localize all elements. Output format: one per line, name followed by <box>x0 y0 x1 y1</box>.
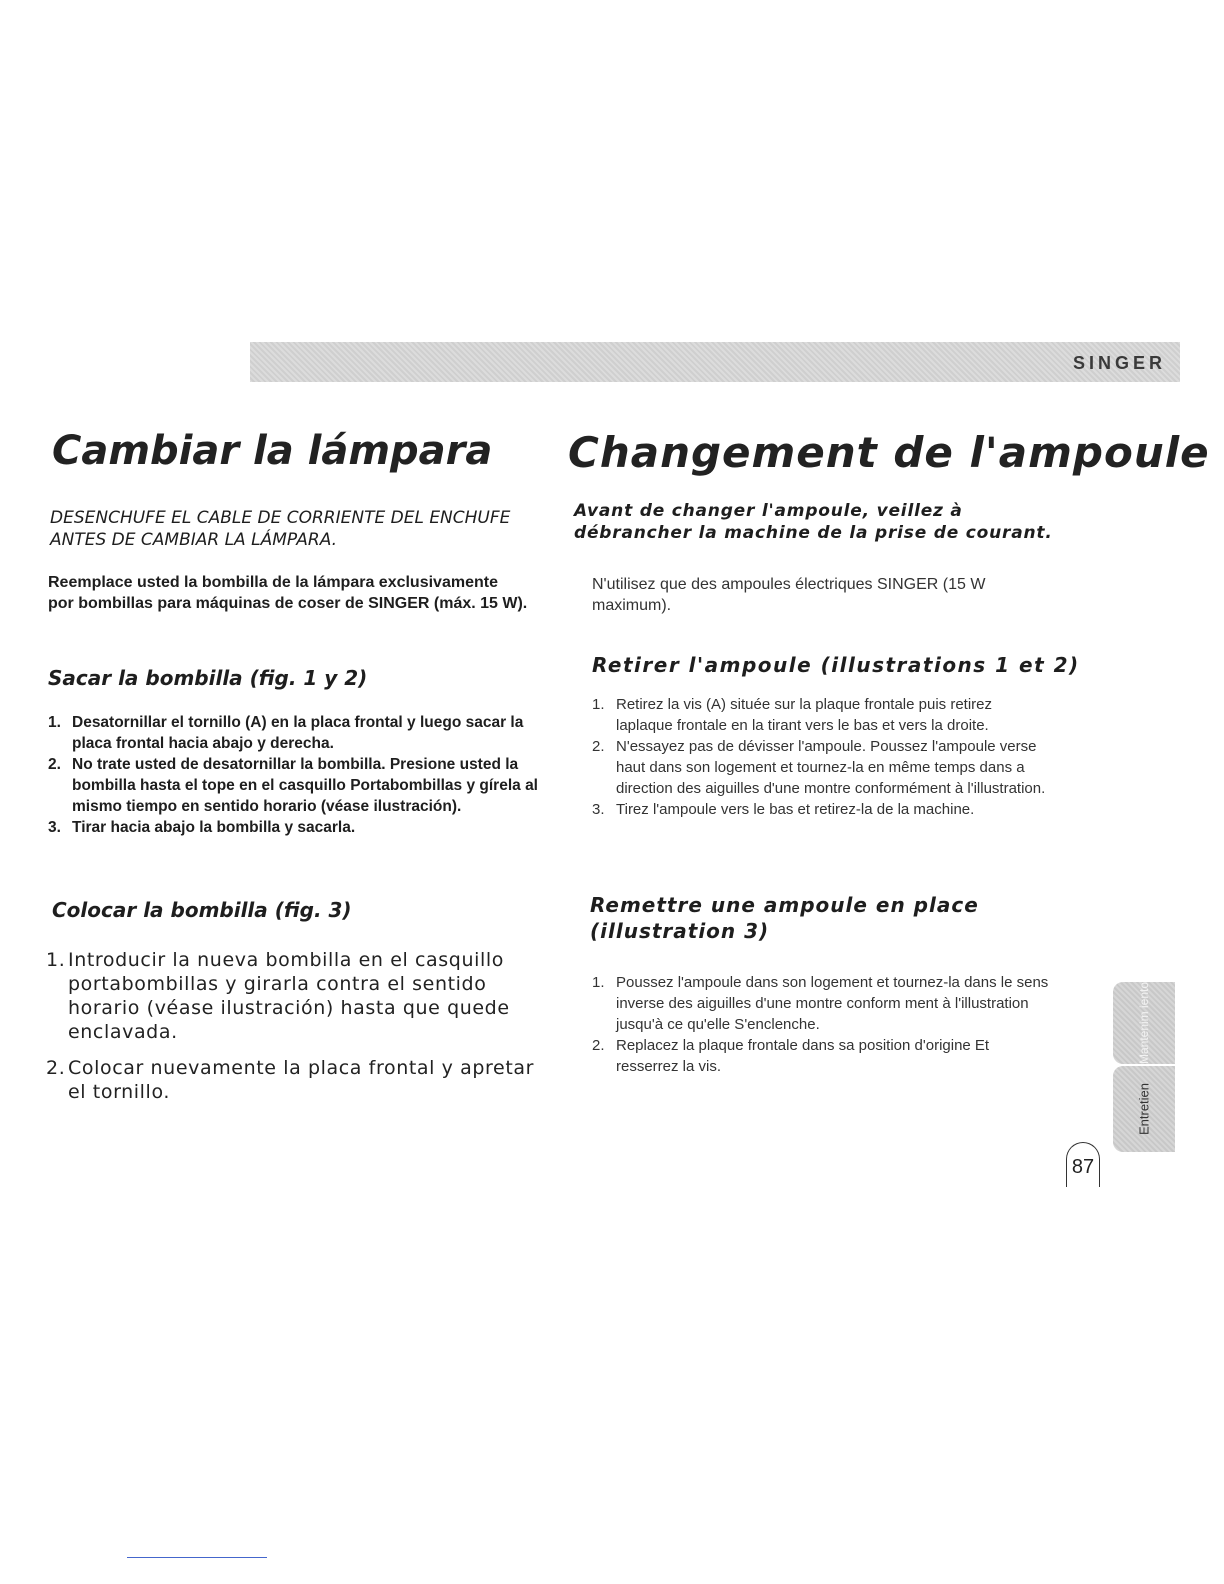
side-tab-label: Mantenim iento <box>1137 981 1151 1065</box>
list-item <box>592 694 1052 736</box>
step-number: 1. <box>48 714 61 731</box>
install-steps-es <box>46 948 556 1116</box>
remove-heading-es: Sacar la bombilla (fig. 1 y 2) <box>48 666 368 690</box>
list-item <box>592 736 1052 799</box>
list-item <box>592 1035 1052 1077</box>
page-title-es: Cambiar la lámpara <box>52 428 493 474</box>
page-title-fr: Changement de l'ampoule <box>568 428 1210 477</box>
warning-es: DESENCHUFE EL CABLE DE CORRIENTE DEL ENCHUFE ANTES DE CAMBIAR LA LÁMPARA. <box>50 508 511 550</box>
step-text: Tirez l'ampoule vers le bas et retirez-la de la machine. <box>616 801 975 818</box>
list-item <box>48 712 538 754</box>
side-tab-maintenance <box>1113 982 1175 1064</box>
list-item <box>46 948 556 1044</box>
step-number: 3. <box>48 819 61 836</box>
step-number: 1. <box>592 696 605 713</box>
list-item <box>48 754 538 817</box>
step-text: Replacez la plaque frontale dans sa position d'origine Et resserrez la vis. <box>616 1037 990 1075</box>
step-text: Poussez l'ampoule dans son logement et tournez-la dans le sens inverse des aiguilles d'une montre conform ment à l'illustration jusqu'à ce qu'elle S'enclenche. <box>616 974 1049 1033</box>
step-text: No trate usted de desatornillar la bombilla. Presione usted la bombilla hasta el tope en el casquillo Portabombillas y gírela al mismo tiempo en sentido horario (véase ilustración). <box>72 756 538 815</box>
divider <box>127 1557 267 1558</box>
side-tab-label: Entretien <box>1136 1082 1152 1136</box>
install-heading-fr: Remettre une ampoule en place (illustration 3) <box>590 893 979 943</box>
step-number: 2. <box>48 756 61 773</box>
page-number: 87 <box>1066 1142 1100 1187</box>
brand-logo: SINGER <box>1072 353 1166 373</box>
remove-steps-es <box>48 712 538 838</box>
remove-steps-fr <box>592 694 1052 820</box>
list-item <box>48 817 538 838</box>
remove-heading-fr: Retirer l'ampoule (illustrations 1 et 2) <box>592 653 1080 677</box>
intro-fr: N'utilisez que des ampoules électriques SINGER (15 W maximum). <box>592 576 986 614</box>
install-steps-fr <box>592 972 1052 1077</box>
step-text: Desatornillar el tornillo (A) en la placa frontal y luego sacar la placa frontal hacia abajo y derecha. <box>72 714 524 752</box>
intro-es: Reemplace usted la bombilla de la lámpara exclusivamente por bombillas para máquinas de coser de SINGER (máx. 15 W). <box>48 574 528 612</box>
step-number: 2. <box>46 1057 66 1079</box>
step-text: Introducir la nueva bombilla en el casquillo portabombillas y girarla contra el sentido horario (véase ilustración) hasta que quede enclavada. <box>68 949 510 1043</box>
warning-fr: Avant de changer l'ampoule, veillez à débrancher la machine de la prise de courant. <box>574 501 1053 543</box>
step-number: 1. <box>592 974 605 991</box>
step-text: Retirez la vis (A) située sur la plaque frontale puis retirez laplaque frontale en la tirant vers le bas et vers la droite. <box>616 696 992 734</box>
step-number: 2. <box>592 1037 605 1054</box>
step-number: 1. <box>46 949 66 971</box>
header-band <box>250 342 1180 382</box>
list-item <box>46 1056 556 1104</box>
step-text: Tirar hacia abajo la bombilla y sacarla. <box>72 819 356 836</box>
step-number: 2. <box>592 738 605 755</box>
side-tab-entretien <box>1113 1066 1175 1152</box>
install-heading-es: Colocar la bombilla (fig. 3) <box>52 898 352 922</box>
step-number: 3. <box>592 801 605 818</box>
step-text: Colocar nuevamente la placa frontal y apretar el tornillo. <box>68 1057 535 1103</box>
list-item <box>592 799 1052 820</box>
list-item <box>592 972 1052 1035</box>
step-text: N'essayez pas de dévisser l'ampoule. Poussez l'ampoule verse haut dans son logement et tournez-la en même temps dans a direction des aiguilles d'une montre conformément à l'illustration. <box>616 738 1046 797</box>
